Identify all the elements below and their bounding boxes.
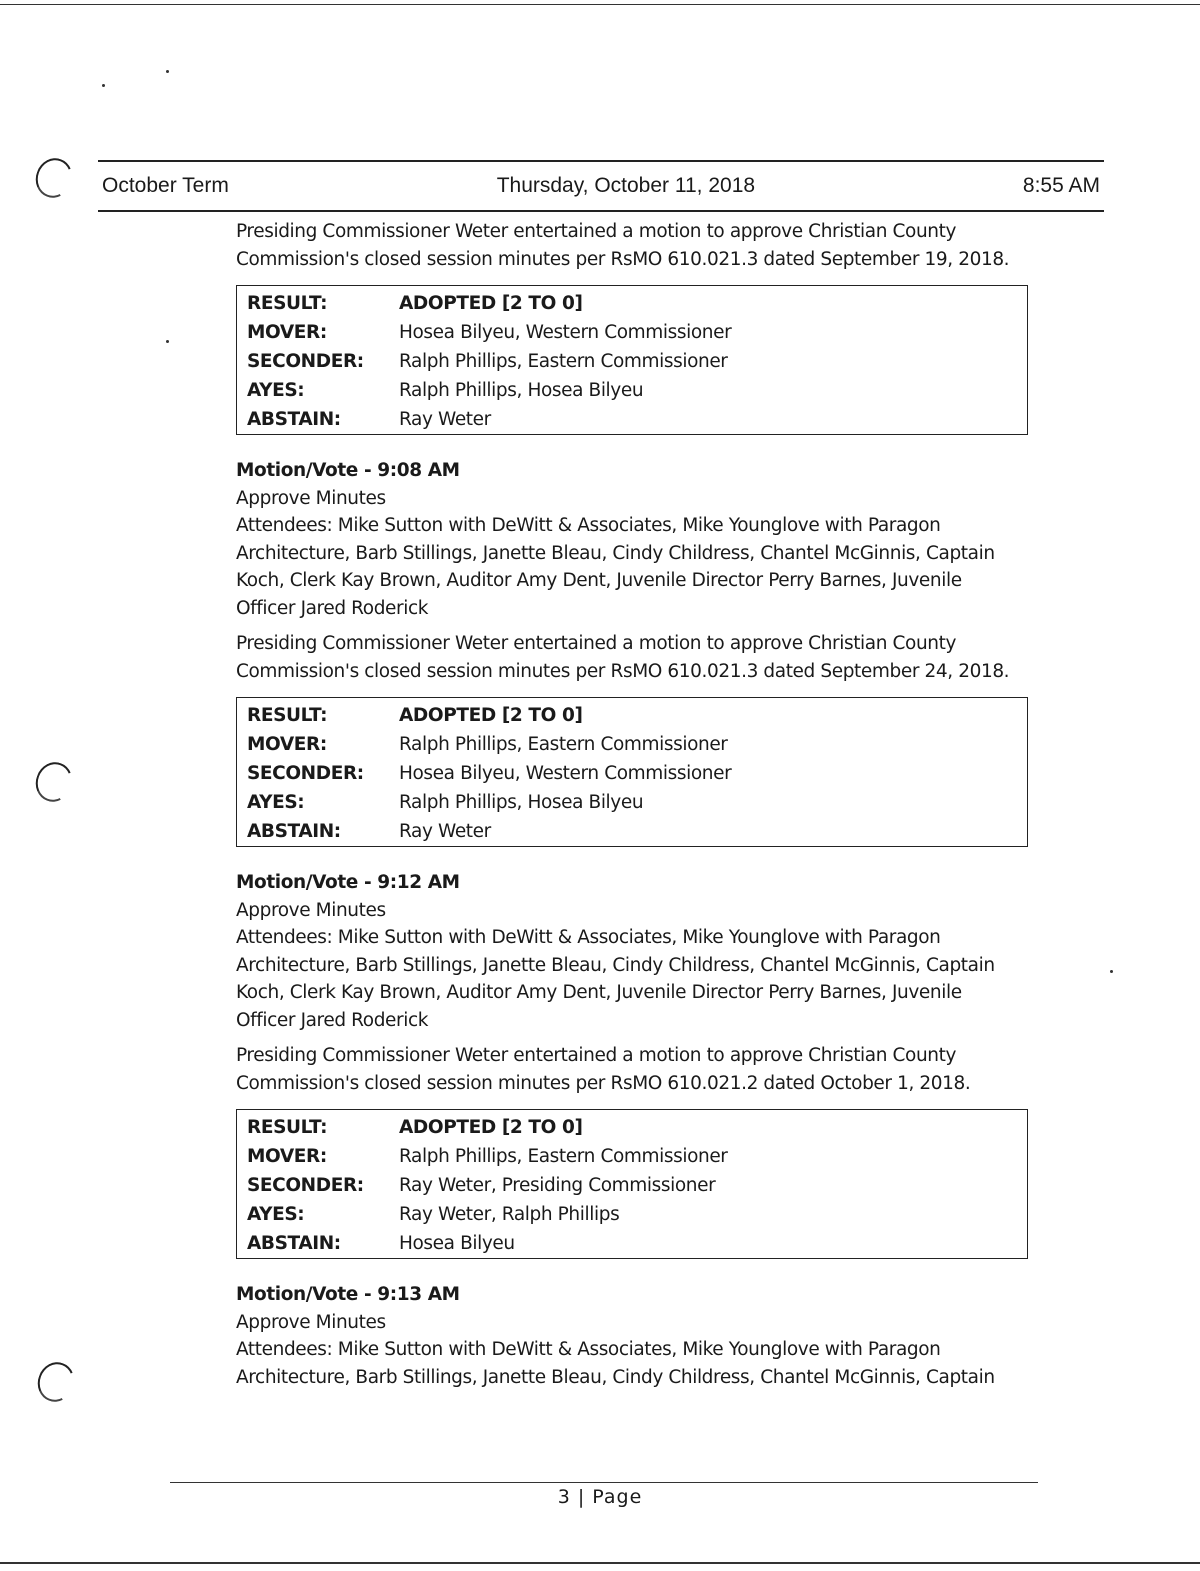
abstain-label: ABSTAIN: [247,408,341,430]
scan-speck [1110,970,1113,973]
intro-line: Commission's closed session minutes per RsMO 610.021.3 dated September 19, 2018. [236,248,1010,270]
section-heading: Motion/Vote - 9:08 AM [236,460,460,481]
vote-table-2 [236,697,1028,847]
attendees-line: Koch, Clerk Kay Brown, Auditor Amy Dent, Juvenile Director Perry Barnes, Juvenile [236,982,962,1003]
seconder-label: SECONDER: [247,1174,364,1196]
ayes-label: AYES: [247,1203,305,1225]
motion-line: Commission's closed session minutes per RsMO 610.021.2 dated October 1, 2018. [236,1072,971,1094]
seconder-value: Ray Weter, Presiding Commissioner [399,1174,716,1196]
page-header [98,160,1104,212]
attendees-line: Officer Jared Roderick [236,597,429,619]
ayes-label: AYES: [247,379,305,401]
abstain-value: Hosea Bilyeu [399,1232,515,1254]
term-label: October Term [102,174,229,197]
footer-rule [170,1482,1038,1483]
seconder-value: Ralph Phillips, Eastern Commissioner [399,350,728,372]
attendees-line: Attendees: Mike Sutton with DeWitt & Associates, Mike Younglove with Paragon [236,927,941,948]
result-label: RESULT: [247,704,328,726]
attendees-line: Attendees: Mike Sutton with DeWitt & Associates, Mike Younglove with Paragon [236,515,941,536]
attendees-line: Architecture, Barb Stillings, Janette Bleau, Cindy Childress, Chantel McGinnis, Captain [236,954,995,976]
motion-section-1 [236,457,1036,685]
page-number: 3 | Page [557,1486,643,1508]
scan-speck [166,340,169,343]
vote-table-3 [236,1109,1028,1259]
seconder-row [237,1171,1028,1200]
ayes-row [237,788,1028,817]
mover-value: Ralph Phillips, Eastern Commissioner [399,1145,728,1167]
intro-line: Presiding Commissioner Weter entertained a motion to approve Christian County [236,221,957,242]
result-value: ADOPTED [2 TO 0] [399,704,583,726]
mover-value: Hosea Bilyeu, Western Commissioner [399,321,732,343]
attendees-line: Architecture, Barb Stillings, Janette Bleau, Cindy Childress, Chantel McGinnis, Captain [236,542,995,564]
motion-line: Commission's closed session minutes per RsMO 610.021.3 dated September 24, 2018. [236,660,1010,682]
result-label: RESULT: [247,1116,328,1138]
abstain-row [237,1229,1028,1259]
abstain-value: Ray Weter [399,408,491,430]
attendees-line: Koch, Clerk Kay Brown, Auditor Amy Dent, Juvenile Director Perry Barnes, Juvenile [236,570,962,591]
intro-paragraph [236,218,1036,273]
section-heading: Motion/Vote - 9:13 AM [236,1284,460,1305]
abstain-label: ABSTAIN: [247,1232,341,1254]
seconder-row [237,347,1028,376]
attendees-line: Officer Jared Roderick [236,1009,429,1031]
result-label: RESULT: [247,292,328,314]
ayes-row [237,1200,1028,1229]
result-row [237,1110,1028,1143]
ayes-value: Ralph Phillips, Hosea Bilyeu [399,791,644,813]
meeting-date: Thursday, October 11, 2018 [496,174,756,197]
attendees-line: Architecture, Barb Stillings, Janette Bleau, Cindy Childress, Chantel McGinnis, Captain [236,1366,995,1388]
ayes-value: Ray Weter, Ralph Phillips [399,1203,620,1225]
seconder-value: Hosea Bilyeu, Western Commissioner [399,762,732,784]
mover-label: MOVER: [247,1145,327,1167]
motion-line: Presiding Commissioner Weter entertained a motion to approve Christian County [236,1045,957,1066]
ayes-label: AYES: [247,791,305,813]
meeting-time: 8:55 AM [1022,174,1100,197]
seconder-label: SECONDER: [247,350,364,372]
ayes-value: Ralph Phillips, Hosea Bilyeu [399,379,644,401]
seconder-row [237,759,1028,788]
mover-value: Ralph Phillips, Eastern Commissioner [399,733,728,755]
section-subject: Approve Minutes [236,487,386,509]
punch-hole-icon [30,153,78,203]
abstain-row [237,817,1028,847]
scan-speck [166,70,169,73]
abstain-row [237,405,1028,435]
section-subject: Approve Minutes [236,1311,386,1333]
top-scan-edge [0,4,1200,5]
section-subject: Approve Minutes [236,899,386,921]
abstain-value: Ray Weter [399,820,491,842]
ayes-row [237,376,1028,405]
result-row [237,286,1028,319]
motion-section-3 [236,1281,1036,1391]
scan-speck [102,84,105,87]
bottom-scan-edge [0,1562,1200,1564]
section-heading: Motion/Vote - 9:12 AM [236,872,460,893]
mover-row [237,730,1028,759]
motion-section-2 [236,869,1036,1097]
minutes-body [236,218,1036,1391]
seconder-label: SECONDER: [247,762,364,784]
abstain-label: ABSTAIN: [247,820,341,842]
vote-table-1 [236,285,1028,435]
result-value: ADOPTED [2 TO 0] [399,1116,583,1138]
mover-label: MOVER: [247,321,327,343]
mover-row [237,318,1028,347]
punch-hole-icon [32,1357,80,1407]
mover-row [237,1142,1028,1171]
punch-hole-icon [30,757,78,807]
motion-line: Presiding Commissioner Weter entertained a motion to approve Christian County [236,633,957,654]
result-row [237,698,1028,731]
attendees-line: Attendees: Mike Sutton with DeWitt & Associates, Mike Younglove with Paragon [236,1339,941,1360]
mover-label: MOVER: [247,733,327,755]
result-value: ADOPTED [2 TO 0] [399,292,583,314]
